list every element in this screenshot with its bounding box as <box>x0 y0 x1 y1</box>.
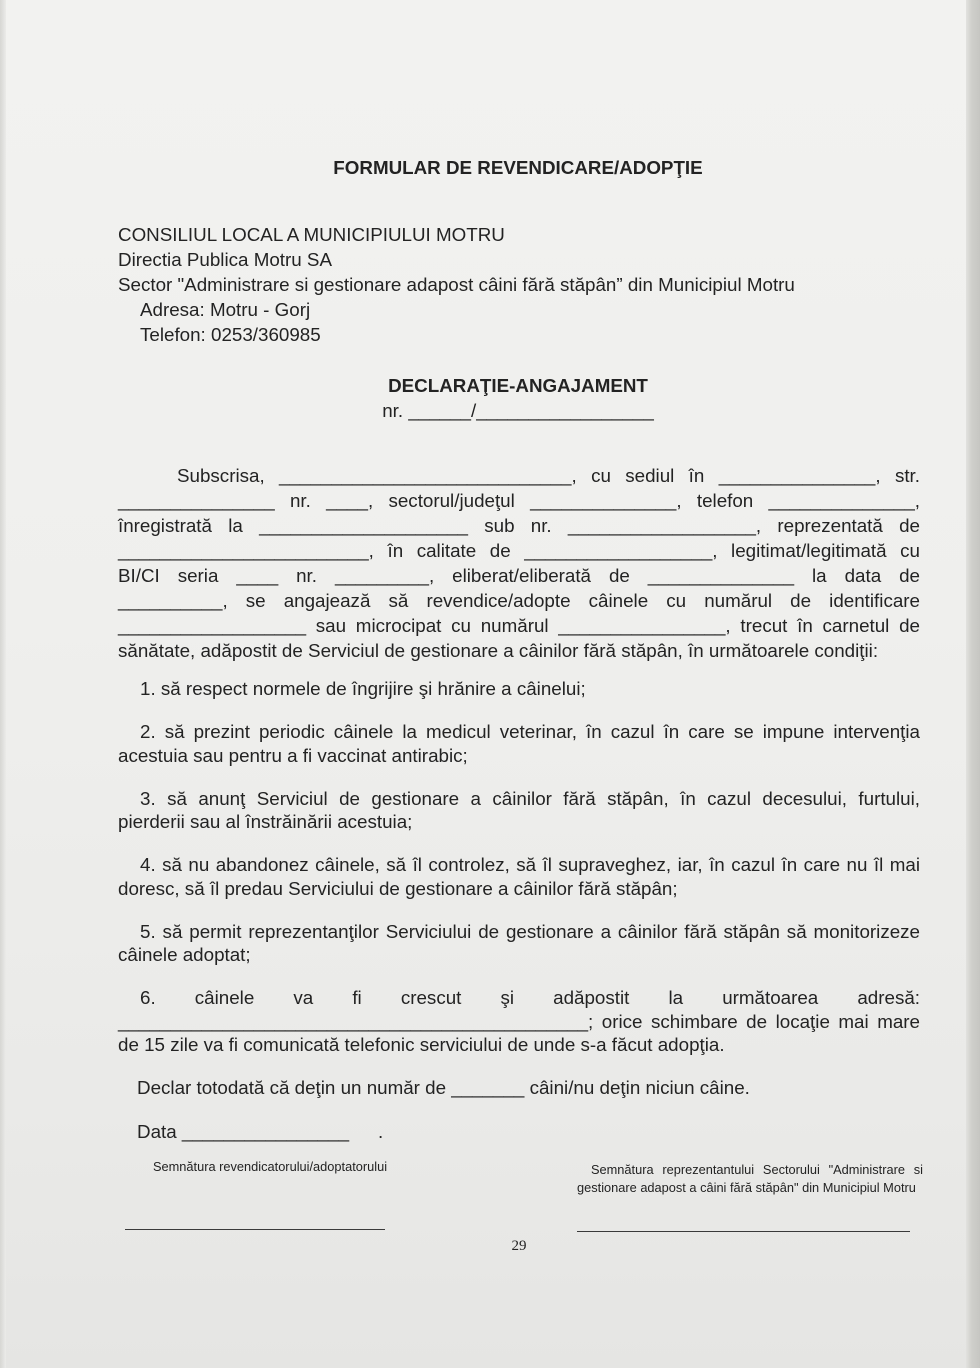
conditions-list <box>118 677 920 1057</box>
representative-signature-label <box>577 1161 923 1197</box>
date-label: Data <box>137 1121 177 1142</box>
condition-item-3 <box>118 787 920 834</box>
condition-item-5 <box>118 920 920 967</box>
condition-line: 6. câinele va fi crescut şi adăpostit la următoarea adresă: <box>140 987 920 1008</box>
condition-line: _____________________________________________; orice schimbare de locaţie mai mare <box>118 1010 920 1032</box>
paragraph-line-6: __________, se angajează să revendice/adopte câinele cu numărul de identificare <box>118 589 920 611</box>
adopter-signature-label: Semnătura revendicatorului/adoptatorului <box>153 1159 388 1174</box>
phone-line: Telefon: 0253/360985 <box>140 323 321 345</box>
adopter-signature-line <box>125 1229 385 1230</box>
institution-name: CONSILIUL LOCAL A MUNICIPIULUI MOTRU <box>118 223 505 245</box>
declaration-title: DECLARAŢIE-ANGAJAMENT <box>388 374 648 396</box>
address-line: Adresa: Motru - Gorj <box>140 298 311 320</box>
declaration-number: nr. ______/_________________ <box>382 399 654 421</box>
paragraph-line-5: BI/CI seria ____ nr. _________, eliberat/eliberată de ______________ la data de <box>118 564 920 586</box>
sector-name: Sector "Administrare si gestionare adapost câini fără stăpân” din Municipiul Motru <box>118 273 795 295</box>
representative-signature-line <box>577 1231 910 1232</box>
paper-left-edge <box>0 0 6 1368</box>
condition-line: 1. să respect normele de îngrijire şi hrănire a câinelui; <box>140 678 586 699</box>
dog-count-declaration: Declar totodată că deţin un număr de _______ câini/nu deţin niciun câine. <box>137 1077 750 1098</box>
condition-line: pierderii sau al înstrăinării acestuia; <box>118 811 413 832</box>
institution-header <box>118 222 918 347</box>
condition-line: acestuia sau pentru a fi vaccinat antirabic; <box>118 744 468 766</box>
condition-line: doresc, să îl predau Serviciului de gestionare a câinilor fără stăpân; <box>118 877 678 899</box>
condition-line: 4. să nu abandonez câinele, să îl controlez, să îl supraveghez, iar, în cazul în care nu îl mai <box>140 854 920 875</box>
date-dot: . <box>378 1121 384 1142</box>
paragraph-line-2: _______________ nr. ____, sectorul/judeţul ______________, telefon ______________, <box>118 489 920 511</box>
condition-line: 5. să permit reprezentanţilor Serviciului de gestionare a câinilor fără stăpân să monitorizeze <box>140 920 920 942</box>
paper-right-edge <box>966 0 980 1368</box>
declarant-paragraph <box>118 463 920 663</box>
representative-label-line: Semnătura reprezentantului Sectorului "Administrare si <box>591 1162 923 1177</box>
paragraph-line-3: înregistrată la ____________________ sub nr. __________________, reprezentată de <box>118 514 920 536</box>
condition-line: 3. să anunţ Serviciul de gestionare a câinilor fără stăpân, în cazul decesului, furtului, <box>140 787 920 809</box>
paragraph-line-7: __________________ sau microcipat cu numărul ________________, trecut în carnetul de <box>118 614 920 636</box>
paragraph-line-4: ________________________, în calitate de __________________, legitimat/legitimată cu <box>118 539 920 561</box>
paragraph-line-1: Subscrisa, ____________________________, cu sediul în _______________, str. <box>177 464 920 486</box>
date-line <box>118 1120 920 1144</box>
paragraph-line-8: sănătate, adăpostit de Serviciul de gestionare a câinilor fără stăpân, în următoarele condiţii: <box>118 639 879 661</box>
condition-line: 2. să prezint periodic câinele la medicul veterinar, în cazul în care se impune intervenţia <box>140 721 920 742</box>
date-blank: ________________ <box>181 1121 350 1142</box>
form-title: FORMULAR DE REVENDICARE/ADOPŢIE <box>333 157 703 178</box>
condition-item-2 <box>118 720 920 767</box>
representative-label-line: gestionare adapost a câini fără stăpân" din Municipiul Motru <box>577 1180 916 1195</box>
condition-line: câinele adoptat; <box>118 944 251 965</box>
condition-line: de 15 zile va fi comunicată telefonic serviciului de unde s-a făcut adopţia. <box>118 1034 725 1055</box>
page-number: 29 <box>511 1238 527 1254</box>
condition-item-1 <box>118 677 920 701</box>
condition-item-4 <box>118 853 920 900</box>
condition-item-6 <box>118 986 920 1057</box>
directorate-name: Directia Publica Motru SA <box>118 248 332 270</box>
